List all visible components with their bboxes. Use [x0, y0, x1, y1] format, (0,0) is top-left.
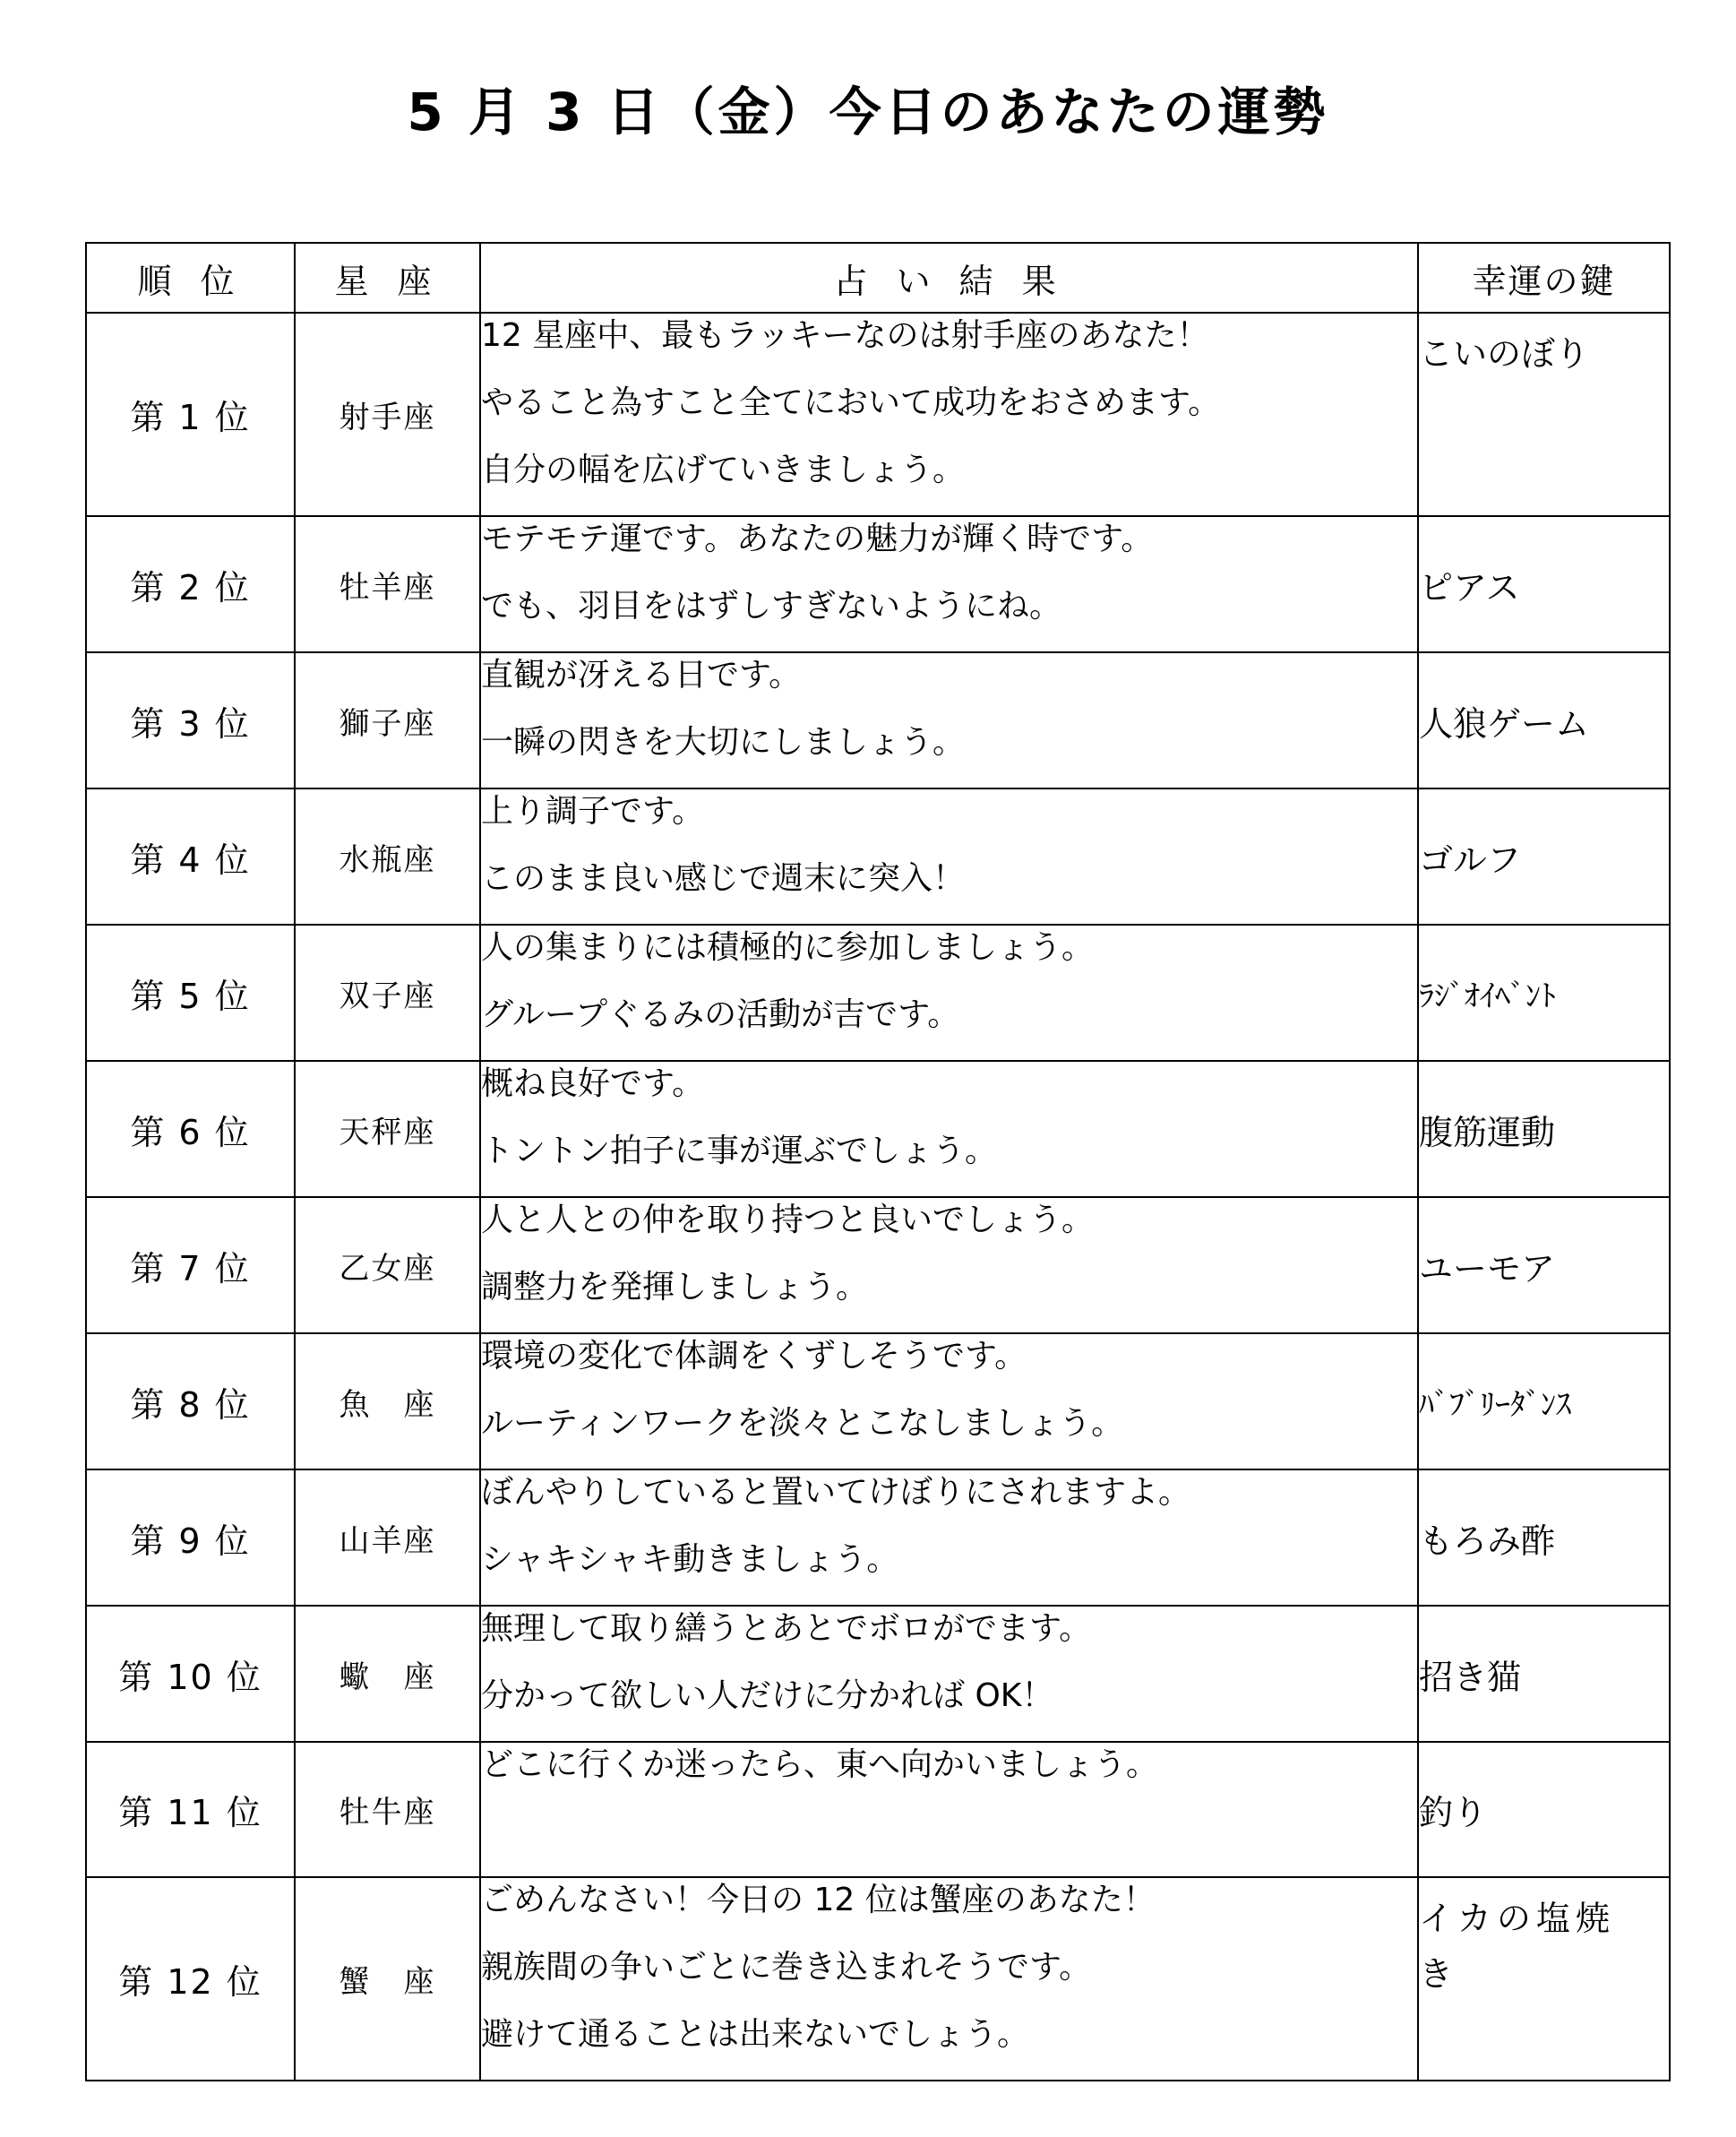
table-row [86, 1606, 1670, 1742]
sign-cell: 水瓶座 [295, 788, 480, 925]
result-line: このまま良い感じで週末に突入！ [481, 860, 966, 897]
sign-cell: 魚 座 [295, 1333, 480, 1469]
result-cell [480, 925, 1418, 1061]
rank-cell: 第 1 位 [86, 313, 295, 516]
key-cell: 腹筋運動 [1418, 1061, 1670, 1197]
table-row [86, 788, 1670, 925]
table-row [86, 1877, 1670, 2081]
result-cell [480, 1197, 1418, 1333]
sign-cell: 天秤座 [295, 1061, 480, 1197]
result-line: 調整力を発揮しましょう。 [481, 1269, 869, 1305]
fortune-table [85, 242, 1671, 2081]
result-line: 上り調子です。 [481, 793, 705, 830]
result-line: 12 星座中、最もラッキーなのは射手座のあなた！ [481, 317, 1209, 354]
result-line: ごめんなさい！今日の 12 位は蟹座のあなた！ [481, 1882, 1156, 1918]
rank-cell: 第 10 位 [86, 1606, 295, 1742]
result-line: モテモテ運です。あなたの魅力が輝く時です。 [481, 521, 1154, 557]
result-line: 一瞬の閃きを大切にしましょう。 [481, 724, 966, 761]
sign-cell: 獅子座 [295, 652, 480, 788]
rank-cell: 第 8 位 [86, 1333, 295, 1469]
result-line: でも、羽目をはずしすぎないようにね。 [481, 588, 1062, 625]
sign-cell: 牡牛座 [295, 1742, 480, 1877]
result-line: どこに行くか迷ったら、東へ向かいましょう。 [481, 1746, 1159, 1783]
result-line: 人と人との仲を取り持つと良いでしょう。 [481, 1202, 1095, 1238]
sign-cell: 蟹 座 [295, 1877, 480, 2081]
header-key: 幸運の鍵 [1418, 243, 1670, 313]
result-line: ルーティンワークを淡々とこなしましょう。 [481, 1405, 1124, 1442]
header-sign: 星 座 [295, 243, 480, 313]
result-cell [480, 1061, 1418, 1197]
key-text: イカの塩焼き [1419, 1899, 1615, 1994]
result-line: やること為すこと全てにおいて成功をおさめます。 [481, 384, 1221, 421]
key-cell: 招き猫 [1418, 1606, 1670, 1742]
rank-cell: 第 2 位 [86, 516, 295, 652]
result-cell [480, 788, 1418, 925]
result-line: 人の集まりには積極的に参加しましょう。 [481, 929, 1095, 966]
result-cell [480, 1469, 1418, 1606]
key-cell: 人狼ゲーム [1418, 652, 1670, 788]
sign-cell: 山羊座 [295, 1469, 480, 1606]
key-cell [1418, 1877, 1670, 2081]
result-line: 無理して取り繕うとあとでボロがでます。 [481, 1610, 1092, 1647]
result-cell [480, 1606, 1418, 1742]
result-cell [480, 313, 1418, 516]
header-rank: 順 位 [86, 243, 295, 313]
key-cell: ﾊﾞﾌﾞﾘｰﾀﾞﾝｽ [1418, 1333, 1670, 1469]
key-cell: ゴルフ [1418, 788, 1670, 925]
result-line: 避けて通ることは出来ないでしょう。 [481, 2016, 1030, 2053]
sign-cell: 射手座 [295, 313, 480, 516]
rank-cell: 第 7 位 [86, 1197, 295, 1333]
key-cell: こいのぼり [1418, 313, 1670, 516]
result-line: トントン拍子に事が運ぶでしょう。 [481, 1133, 998, 1169]
table-row [86, 652, 1670, 788]
result-line: 親族間の争いごとに巻き込まれそうです。 [481, 1949, 1092, 1986]
result-line: シャキシャキ動きましょう。 [481, 1541, 899, 1578]
key-cell: もろみ酢 [1418, 1469, 1670, 1606]
key-cell: 釣り [1418, 1742, 1670, 1877]
result-line: グループぐるみの活動が吉です。 [481, 996, 960, 1033]
result-cell [480, 1742, 1418, 1877]
rank-cell: 第 3 位 [86, 652, 295, 788]
rank-cell: 第 12 位 [86, 1877, 295, 2081]
sign-cell: 蠍 座 [295, 1606, 480, 1742]
table-row [86, 1469, 1670, 1606]
table-row [86, 1197, 1670, 1333]
rank-cell: 第 6 位 [86, 1061, 295, 1197]
rank-cell: 第 4 位 [86, 788, 295, 925]
table-row [86, 516, 1670, 652]
rank-cell: 第 5 位 [86, 925, 295, 1061]
result-cell [480, 516, 1418, 652]
sign-cell: 牡羊座 [295, 516, 480, 652]
sign-cell: 乙女座 [295, 1197, 480, 1333]
result-cell [480, 1877, 1418, 2081]
result-line: 環境の変化で体調をくずしそうです。 [481, 1338, 1027, 1374]
key-cell: ピアス [1418, 516, 1670, 652]
key-cell: ﾗｼﾞｵｲﾍﾞﾝﾄ [1418, 925, 1670, 1061]
sign-cell: 双子座 [295, 925, 480, 1061]
result-line: 分かって欲しい人だけに分かれば OK！ [481, 1677, 1054, 1714]
page-title: 5 月 3 日（金）今日のあなたの運勢 [407, 82, 1329, 142]
rank-cell: 第 9 位 [86, 1469, 295, 1606]
table-row [86, 313, 1670, 516]
rank-cell: 第 11 位 [86, 1742, 295, 1877]
result-cell [480, 1333, 1418, 1469]
table-row [86, 1333, 1670, 1469]
result-line: ぼんやりしていると置いてけぼりにされますよ。 [481, 1474, 1191, 1511]
result-line: 直観が冴える日です。 [481, 657, 802, 694]
key-cell: ユーモア [1418, 1197, 1670, 1333]
result-line: 自分の幅を広げていきましょう。 [481, 452, 966, 488]
result-cell [480, 652, 1418, 788]
table-row [86, 1742, 1670, 1877]
header-row [86, 243, 1670, 313]
result-line: 概ね良好です。 [481, 1065, 705, 1102]
table-row [86, 1061, 1670, 1197]
header-result: 占 い 結 果 [480, 243, 1418, 313]
table-row [86, 925, 1670, 1061]
